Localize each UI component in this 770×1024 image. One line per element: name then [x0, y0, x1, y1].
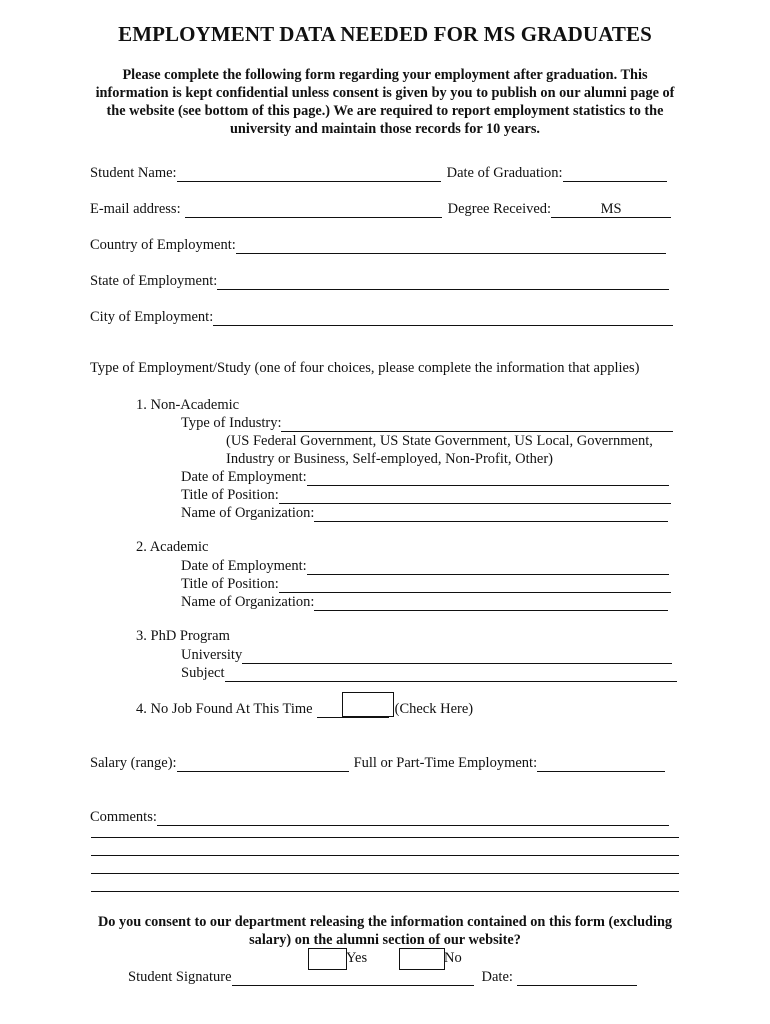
- na-name-of-organization-field[interactable]: [314, 506, 668, 522]
- full-part-time-label: Full or Part-Time Employment:: [353, 755, 538, 771]
- date-of-graduation-field[interactable]: [563, 166, 667, 182]
- comments-row: [90, 806, 669, 826]
- country-label: Country of Employment:: [90, 237, 236, 253]
- type-of-industry-row: [181, 412, 673, 432]
- non-academic-label: 1. Non-Academic: [136, 397, 240, 413]
- student-name-field[interactable]: [177, 166, 441, 182]
- no-job-label: 4. No Job Found At This Time: [136, 701, 313, 717]
- ac-date-row: [181, 555, 669, 575]
- signature-date-field[interactable]: [517, 970, 637, 986]
- degree-received-field[interactable]: [551, 201, 671, 218]
- ac-title-row: [181, 573, 671, 593]
- student-signature-label: Student Signature: [128, 969, 232, 985]
- subject-label: Subject: [181, 665, 225, 681]
- salary-field[interactable]: [177, 756, 349, 772]
- na-name-of-organization-label: Name of Organization:: [181, 505, 315, 521]
- email-field[interactable]: [185, 202, 442, 218]
- signature-date-label: Date:: [481, 969, 513, 985]
- salary-row: [90, 752, 665, 772]
- subject-row: [181, 662, 677, 682]
- comments-line-2[interactable]: [91, 837, 679, 838]
- industry-note-line-2: Industry or Business, Self-employed, Non-Profit, Other): [226, 451, 554, 467]
- comments-line-5[interactable]: [91, 891, 679, 892]
- country-row: [90, 234, 666, 254]
- no-job-row: [136, 698, 473, 718]
- date-of-graduation-label: Date of Graduation:: [446, 165, 563, 181]
- subject-field[interactable]: [225, 666, 677, 682]
- consent-yes-label: Yes: [346, 950, 368, 966]
- comments-field[interactable]: [157, 810, 669, 826]
- state-field[interactable]: [217, 274, 669, 290]
- type-of-industry-field[interactable]: [281, 416, 673, 432]
- na-date-of-employment-label: Date of Employment:: [181, 469, 307, 485]
- check-here-text: (Check Here): [394, 701, 474, 717]
- state-label: State of Employment:: [90, 273, 218, 289]
- consent-question: Do you consent to our department releasing the information contained on this form (excluding salary) on the alumni section of our website?: [97, 914, 673, 948]
- na-date-row: [181, 466, 669, 486]
- industry-note-line-1: (US Federal Government, US State Government, US Local, Government,: [226, 433, 653, 449]
- ac-name-of-organization-label: Name of Organization:: [181, 594, 315, 610]
- country-field[interactable]: [236, 238, 666, 254]
- email-label: E-mail address:: [90, 201, 181, 217]
- degree-value: MS: [600, 201, 622, 217]
- ac-name-of-organization-field[interactable]: [314, 595, 668, 611]
- type-of-industry-label: Type of Industry:: [181, 415, 282, 431]
- page-title: EMPLOYMENT DATA NEEDED FOR MS GRADUATES: [118, 22, 652, 46]
- student-signature-field[interactable]: [232, 970, 474, 986]
- full-part-time-field[interactable]: [537, 756, 665, 772]
- academic-label: 2. Academic: [136, 539, 209, 555]
- city-row: [90, 306, 673, 326]
- consent-no-label: No: [444, 950, 462, 966]
- no-job-checkbox[interactable]: [342, 692, 394, 717]
- city-field[interactable]: [213, 310, 673, 326]
- employment-type-heading: Type of Employment/Study (one of four choices, please complete the information that applies): [90, 360, 640, 376]
- signature-row: [128, 966, 637, 986]
- na-title-row: [181, 484, 671, 504]
- na-organization-row: [181, 502, 668, 522]
- degree-received-label: Degree Received:: [447, 201, 552, 217]
- ac-title-of-position-label: Title of Position:: [181, 576, 279, 592]
- state-row: [90, 270, 669, 290]
- city-label: City of Employment:: [90, 309, 214, 325]
- na-title-of-position-label: Title of Position:: [181, 487, 279, 503]
- comments-label: Comments:: [90, 809, 157, 825]
- email-row: [90, 198, 671, 218]
- comments-line-3[interactable]: [91, 855, 679, 856]
- salary-label: Salary (range):: [90, 755, 177, 771]
- university-label: University: [181, 647, 243, 663]
- student-name-label: Student Name:: [90, 165, 177, 181]
- university-row: [181, 644, 672, 664]
- comments-line-4[interactable]: [91, 873, 679, 874]
- student-name-row: [90, 162, 667, 182]
- phd-program-label: 3. PhD Program: [136, 628, 230, 644]
- ac-organization-row: [181, 591, 668, 611]
- intro-paragraph: Please complete the following form regarding your employment after graduation. This information is kept confidential unless consent is given by you to publish on our alumni page of the website (see bottom of this page.) We are required to report employment statistics to the university and maintain those records for 10 years.: [95, 67, 675, 137]
- ac-date-of-employment-label: Date of Employment:: [181, 558, 307, 574]
